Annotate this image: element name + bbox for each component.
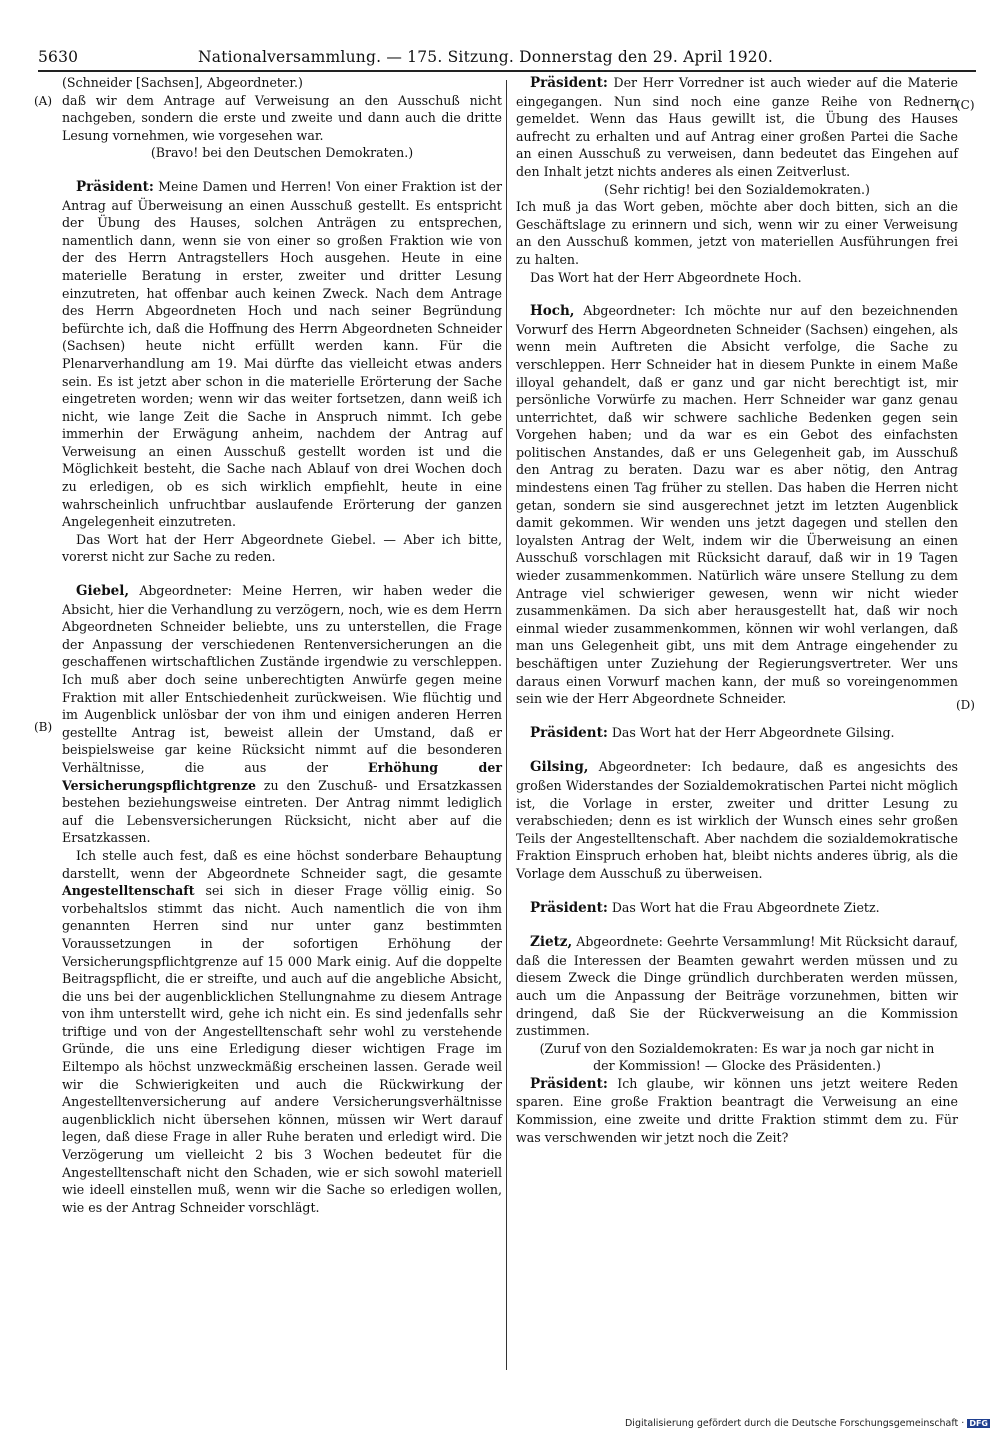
interjection: (Sehr richtig! bei den Sozialdemokraten.) bbox=[604, 181, 870, 197]
paragraph bbox=[62, 847, 502, 1216]
speech-text: Das Wort hat die Frau Abgeordnete Zietz. bbox=[607, 899, 880, 915]
speaker-name: Präsident: bbox=[76, 178, 154, 195]
dfg-logo: DFG bbox=[969, 1419, 988, 1428]
emphasis-text: Angestelltenschaft bbox=[62, 883, 195, 899]
column-divider bbox=[506, 80, 507, 1370]
speech-text: Ich stelle auch fest, daß es eine höchst sonderbare Behauptung darstellt, wenn der Abgeordnete Schneider sagt, die gesamte bbox=[62, 847, 502, 881]
paragraph: daß wir dem Antrage auf Verweisung an den Ausschuß nicht nachgeben, sondern die erste und zweite und dann auch die dritte Lesung vornehmen, wie vorgesehen war. bbox=[62, 92, 502, 143]
header-title: Nationalversammlung. — 175. Sitzung. Donnerstag den 29. April 1920. bbox=[198, 48, 774, 66]
speech-text: Abgeordneter: Meine Herren, wir haben weder die Absicht, hier die Verhandlung zu verzögern, noch, wie es dem Herrn Abgeordneten Schneider beliebte, uns zu unterstellen, die Frage der Anpassung der verschiedenen Rentenversicherungen an die geschaffenen wirtschaftlichen Zustände irgendwie zu verschleppen. Ich muß aber doch seine unberechtigten Anwürfe gegen meine Fraktion mit aller Entschiedenheit zurückweisen. Wie flüchtig und im Augenblick unlösbar der von ihm und einigen anderen Herren gestellte Antrag ist, beweist allein der Umstand, daß er beispielsweise gar keine Rücksicht nimmt auf die besonderen Verhältnisse, die aus der bbox=[62, 583, 502, 775]
paragraph bbox=[516, 758, 958, 882]
speaker-name: Gilsing, bbox=[530, 759, 589, 776]
left-column bbox=[62, 74, 502, 1216]
page-number: 5630 bbox=[38, 48, 79, 66]
speech-text: zu den Zuschuß- und Ersatzkassen bestehen beziehungsweise eintreten. Der Antrag nimmt lediglich auf die Lebensversicherungen Rücksicht, nicht aber auf die Ersatzkassen. bbox=[62, 777, 502, 846]
header-rule bbox=[38, 70, 976, 72]
speech-text: Ich glaube, wir können uns jetzt weitere Reden sparen. Eine große Fraktion beantragt die Verweisung an eine Kommission, eine zweite und dritte Fraktion stimmt dem zu. Für was verschwenden wir jetzt noch die Zeit? bbox=[516, 1075, 958, 1145]
speaker-name: Hoch, bbox=[530, 303, 575, 320]
paragraph bbox=[516, 724, 958, 743]
interjection: (Bravo! bei den Deutschen Demokraten.) bbox=[150, 145, 414, 161]
speech-text: sei sich in dieser Frage völlig einig. So vorbehaltslos stimmt das nicht. Auch namentlich die von ihm genannten Herren sind nur unter ganz bestimmten Voraussetzungen in der sofortigen Erhöhung der Versicherungspflichtgrenze auf 15 000 Mark einig. Auf die doppelte Beitragspflicht, die er streifte, und auch auf die angebliche Absicht, die uns bei der augenblicklichen Stellungnahme zu diesem Antrage von ihm unterstellt wird, gehe ich nicht ein. Es sind jedenfalls sehr triftige und von der Angestelltenschaft sehr wohl zu verstehende Gründe, die uns eine Erledigung dieser wichtigen Frage im Eiltempo als höchst unzweckmäßig erscheinen lassen. Gerade weil wir die Schwierigkeiten und auch die Rückwirkung der Angestelltenversicherung auf andere Versicherungsverhältnisse augenblicklich nicht übersehen können, müssen wir Wert darauf legen, daß diese Frage in aller Ruhe beraten und erledigt wird. Die Verzögerung um vielleicht 2 bis 3 Wochen bedeutet für die Angestelltenschaft nicht den Schaden, wie er sich sowohl materiell wie ideell einstellen muß, wenn wir die Sache so erledigen wollen, wie es der Antrag Schneider vorschlägt. bbox=[62, 883, 502, 1215]
speech-text: Abgeordnete: Geehrte Versammlung! Mit Rücksicht darauf, daß die Interessen der Beamten gewahrt werden müssen und zu diesem Zweck die Dinge gründlich durchberaten werden müssen, auch um die Anpassung der Beiträge vorzunehmen, bitten wir dringend, daß Sie der Rückverweisung an die Kommission zustimmen. bbox=[516, 934, 958, 1039]
speaker-name: Präsident: bbox=[530, 899, 608, 916]
speech-text: Meine Damen und Herren! Von einer Fraktion ist der Antrag auf Überweisung an einen Ausschuß gestellt. Es entspricht der Übung des Hauses, solchen Anträgen zu entsprechen, namentlich dann, wenn sie von einer so großen Fraktion wie von der des Herrn Antragstellers Hoch ausgehen. Heute in eine materielle Beratung in erster, zweiter und dritter Lesung einzutreten, hat offenbar auch keinen Zweck. Nach dem Antrage des Herrn Abgeordneten Hoch und nach seiner Begründung befürchte ich, daß die Hoffnung des Herrn Abgeordneten Schneider (Sachsen) heute nicht erfüllt werden kann. Für die Plenarverhandlung am 19. Mai dürfte das vielleicht etwas anders sein. Es ist jetzt aber schon in die materielle Erörterung der Sache eingetreten worden; wenn wir das weiter fortsetzen, dann weiß ich nicht, wie lange Zeit die Sache in Anspruch nimmt. Ich gebe immerhin der Erwägung anheim, nachdem der Antrag auf Verweisung an einen Ausschuß gestellt worden ist und die Möglichkeit besteht, die Sache nach Ablauf von drei Wochen doch zu erledigen, ob es sich wirklich empfiehlt, heute in eine wahrscheinlich unfruchtbar auslaufende Erörterung der ganzen Angelegenheit einzutreten. bbox=[62, 178, 502, 530]
speaker-name: Präsident: bbox=[530, 1075, 608, 1092]
interjection: (Zuruf von den Sozialdemokraten: Es war ja noch gar nicht in der Kommission! — Glocke des Präsidenten.) bbox=[539, 1040, 935, 1074]
credit-text: Digitalisierung gefördert durch die Deutsche Forschungsgemeinschaft · bbox=[624, 1418, 965, 1429]
speech-text: Abgeordneter: Ich bedaure, daß es angesichts des großen Widerstandes der Sozialdemokratischen Partei nicht möglich ist, die Vorlage in erster, zweiter und dritter Lesung zu verabschieden; denn es ist wirklich der Wunsch eines sehr großen Teils der Angestelltenschaft. Aber nachdem die sozialdemokratische Fraktion Einspruch erhoben hat, bleibt nichts anderes übrig, als die Vorlage dem Ausschuß zu überweisen. bbox=[516, 759, 958, 881]
paragraph: Ich muß ja das Wort geben, möchte aber doch bitten, sich an die Geschäftslage zu erinnern und sich, wenn wir zu einer Verweisung an den Ausschuß kommen, jetzt von materiellen Ausführungen frei zu halten. bbox=[516, 199, 958, 267]
paragraph bbox=[516, 899, 958, 918]
paragraph bbox=[516, 1075, 958, 1146]
margin-marker-a: (A) bbox=[34, 94, 53, 108]
margin-marker-c: (C) bbox=[956, 98, 975, 112]
paragraph bbox=[62, 178, 502, 531]
speaker-name: Zietz, bbox=[530, 934, 573, 951]
paragraph bbox=[516, 933, 958, 1040]
paragraph bbox=[516, 302, 958, 708]
speaker-continuation: (Schneider [Sachsen], Abgeordneter.) bbox=[62, 75, 303, 90]
speech-text: Das Wort hat der Herr Abgeordnete Gilsing. bbox=[607, 724, 895, 740]
speaker-name: Präsident: bbox=[530, 724, 608, 741]
speech-text: Abgeordneter: Ich möchte nur auf den bezeichnenden Vorwurf des Herrn Abgeordneten Schneider (Sachsen) eingehen, als wenn mein Auftreten die Absicht verfolge, die Sache zu verschleppen. Herr Schneider hat in diesem Punkte in einem Maße illoyal gehandelt, daß er ganz und gar nicht berechtigt ist, mir persönliche Vorwürfe zu machen. Herr Schneider war ganz genau unterrichtet, daß wir schwere sachliche Bedenken gegen sein Vorgehen haben; und da war es ein Gebot des einfachsten politischen Anstandes, daß er uns Gelegenheit gab, im Ausschuß den Antrag zu beraten. Dazu war es aber nötig, den Antrag mindestens einen Tag früher zu stellen. Das haben die Herren nicht getan, sondern sie sind ausgerechnet jetzt im letzten Augenblick damit gekommen. Wir wenden uns jetzt dagegen und stellen den loyalsten Antrag der Welt, indem wir die Überweisung an einen Ausschuß vorschlagen mit Rücksicht darauf, daß wir in 19 Tagen wieder zusammenkommen. Natürlich wäre unsere Stellung zu dem Antrage viel schwieriger gewesen, wenn wir nicht wieder zusammenkämen. Da sich aber herausgestellt hat, daß wir noch einmal wieder zusammenkommen, können wir wohl verlangen, daß man uns Gelegenheit gibt, uns mit dem Antrage eingehender zu beschäftigen unter Zuziehung der Regierungsvertreter. Wer uns daraus einen Vorwurf machen kann, der muß so voreingenommen sein wie der Herr Abgeordnete Schneider. bbox=[516, 303, 958, 707]
paragraph: Das Wort hat der Herr Abgeordnete Hoch. bbox=[530, 269, 802, 285]
digitization-credit bbox=[560, 1418, 990, 1429]
margin-marker-b: (B) bbox=[34, 720, 53, 734]
margin-marker-d: (D) bbox=[956, 698, 975, 712]
right-column bbox=[516, 74, 958, 1146]
paragraph bbox=[62, 582, 502, 847]
speaker-name: Giebel, bbox=[76, 583, 130, 600]
speech-text: Der Herr Vorredner ist auch wieder auf die Materie eingegangen. Nun sind noch eine ganze Reihe von Rednern gemeldet. Wenn das Haus gewillt ist, die Übung des Hauses aufrecht zu erhalten und auf Antrag einer großen Partei die Sache an einen Ausschuß zu verweisen, dann bedeutet das Eingehen auf den Inhalt jetzt nichts anderes als einen Zeitverlust. bbox=[516, 75, 958, 179]
paragraph: Das Wort hat der Herr Abgeordnete Giebel. — Aber ich bitte, vorerst nicht zur Sache zu reden. bbox=[62, 531, 502, 565]
emphasis-text: Erhöhung der Versicherungspflichtgrenze bbox=[62, 759, 503, 793]
speaker-name: Präsident: bbox=[530, 75, 608, 91]
page-header bbox=[38, 48, 976, 70]
paragraph bbox=[516, 74, 958, 181]
